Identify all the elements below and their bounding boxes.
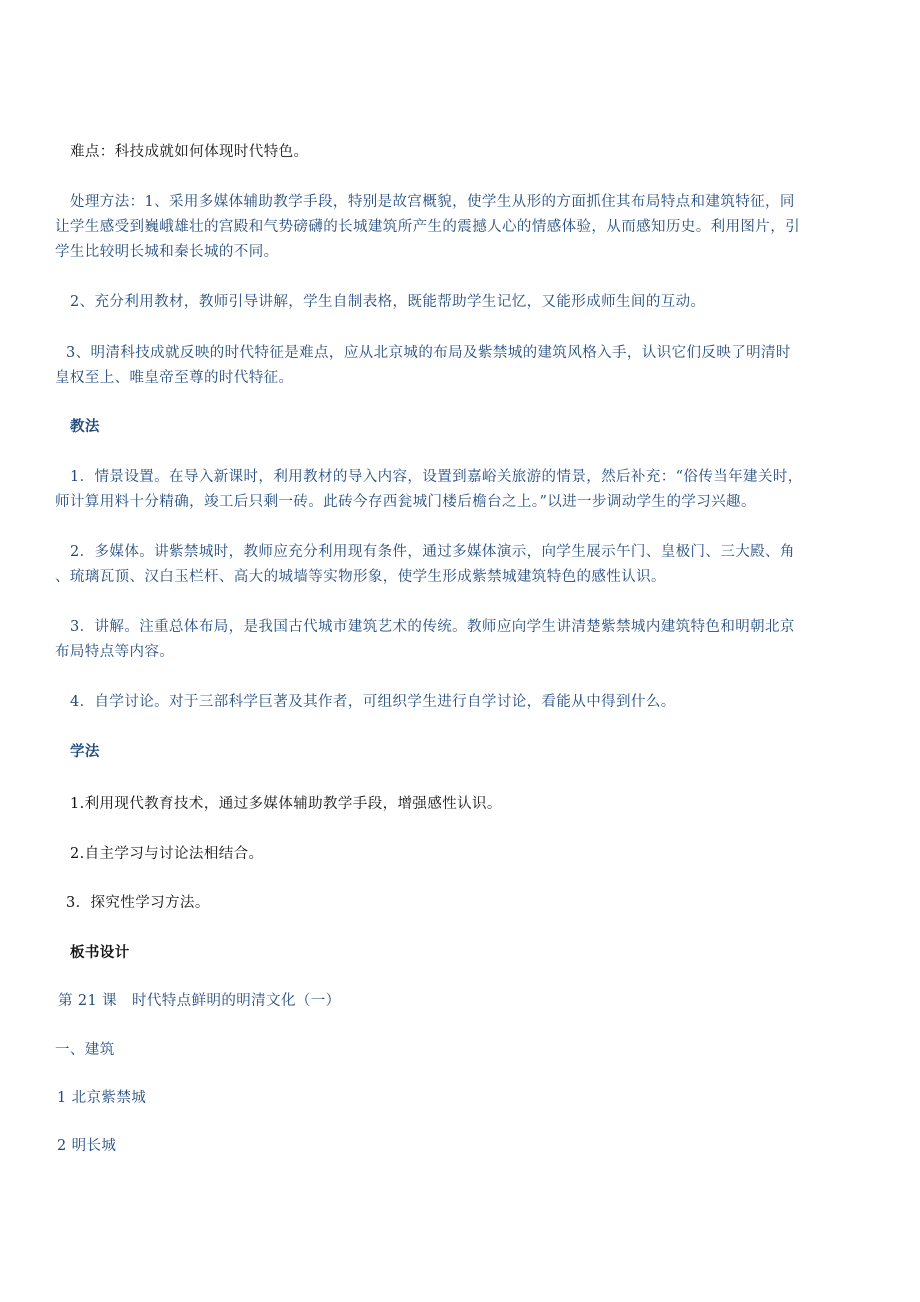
difficulty-line: 难点：科技成就如何体现时代特色。 xyxy=(70,144,309,160)
study-item-1: 1.利用现代教育技术，通过多媒体辅助教学手段，增强感性认识。 xyxy=(70,796,502,812)
method-paragraph-2: 2、充分利用教材，教师引导讲解，学生自制表格，既能帮助学生记忆，又能形成师生间的互动。 xyxy=(70,294,706,310)
item-forbidden-city: 1 北京紫禁城 xyxy=(57,1090,147,1106)
teaching-item-1-line-2: 师计算用料十分精确，竣工后只剩一砖。此砖今存西瓮城门楼后檐台之上。”以进一步调动学生的学习兴趣。 xyxy=(55,494,756,510)
section-architecture: 一、建筑 xyxy=(55,1042,115,1058)
board-design-heading: 板书设计 xyxy=(70,944,130,961)
teaching-item-3-line-1: 3．讲解。注重总体布局，是我国古代城市建筑艺术的传统。教师应向学生讲清楚紫禁城内建筑特色和明朝北京 xyxy=(70,619,795,635)
method-paragraph-1-line-2: 让学生感受到巍峨雄壮的宫殿和气势磅礴的长城建筑所产生的震撼人心的情感体验，从而感知历史。利用图片，引 xyxy=(55,219,800,235)
teaching-method-heading: 教法 xyxy=(70,418,100,435)
study-item-2: 2.自主学习与讨论法相结合。 xyxy=(70,846,264,862)
method-paragraph-3-line-2: 皇权至上、唯皇帝至尊的时代特征。 xyxy=(55,370,294,386)
lesson-title: 第 21 课 时代特点鲜明的明清文化（一） xyxy=(58,993,341,1009)
teaching-item-2-line-1: 2．多媒体。讲紫禁城时，教师应充分利用现有条件，通过多媒体演示，向学生展示午门、皇极门、三大殿、角 xyxy=(70,544,795,560)
method-paragraph-1-line-3: 学生比较明长城和秦长城的不同。 xyxy=(55,244,279,260)
study-item-3: 3．探究性学习方法。 xyxy=(66,895,210,911)
teaching-item-4: 4．自学讨论。对于三部科学巨著及其作者，可组织学生进行自学讨论，看能从中得到什么。 xyxy=(70,694,676,710)
teaching-item-3-line-2: 布局特点等内容。 xyxy=(55,644,175,660)
teaching-item-1-line-1: 1．情景设置。在导入新课时，利用教材的导入内容，设置到嘉峪关旅游的情景，然后补充：“俗传当年建关时， xyxy=(70,469,803,485)
item-ming-great-wall: 2 明长城 xyxy=(57,1138,117,1154)
method-paragraph-3-line-1: 3、明清科技成就反映的时代特征是难点，应从北京城的布局及紫禁城的建筑风格入手，认识它们反映了明清时 xyxy=(66,345,791,361)
teaching-item-2-line-2: 、琉璃瓦顶、汉白玉栏杆、高大的城墙等实物形象，使学生形成紫禁城建筑特色的感性认识。 xyxy=(55,569,666,585)
method-paragraph-1-line-1: 处理方法：1、采用多媒体辅助教学手段，特别是故宫概貌，使学生从形的方面抓住其布局特点和建筑特征，同 xyxy=(70,194,795,210)
study-method-heading: 学法 xyxy=(70,743,100,760)
